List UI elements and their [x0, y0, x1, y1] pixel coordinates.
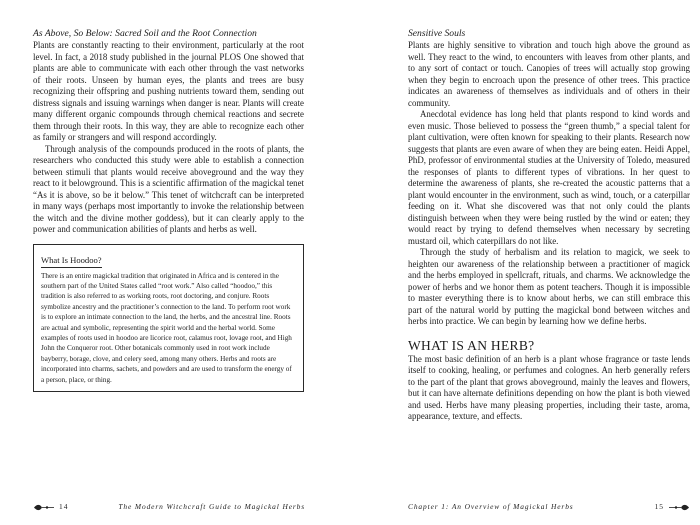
paragraph: The most basic definition of an herb is a plant whose fragrance or taste lends itself to cooking, healing, or perfumes and colognes. An herb generally refers to the part of the plant that grows aboveground, mainly the leaves and flowers, but it can have alternate definitions depending on how the plant is both viewed and used. Herbs have many pleasing properties, including their taste, aroma, appearance, texture, and effects.: [408, 353, 690, 421]
hoodoo-sidebar-box: [33, 244, 304, 392]
left-footer: [33, 502, 318, 512]
left-page-column: [33, 28, 304, 392]
right-page: [350, 0, 700, 525]
right-page-column: [408, 28, 690, 423]
paragraph: Through analysis of the compounds produced in the roots of plants, the researchers who conducted this study were able to establish a connection between stimuli that plants would receive aboveground and the way they react to it belowground. This is a scientific affirmation of the magickal tenet “As it is above, so be it below.” This tenet of witchcraft can be interpreted in many ways (perhaps most importantly to invoke the relationship between the witch and the divine mother goddess), but it can clearly apply to the power and communication abilities of plants and herbs as well.: [33, 143, 304, 234]
paragraph: Plants are constantly reacting to their environment, particularly at the root level. In fact, a 2018 study published in the journal PLOS One showed that plants are able to communicate with each other through the vast networks of their roots. Unseen by human eyes, the plants and trees are busy recognizing their offspring and pushing nutrients toward them, sending out distress signals and issuing warnings when danger is near. Plants will create many different organic compounds through chemical reactions and secrete them through their roots. In this way, they are able to recognize each other as family or strangers and will respond accordingly.: [33, 40, 304, 142]
section-title-root-connection: As Above, So Below: Sacred Soil and the Root Connection: [33, 28, 257, 39]
paragraph: Through the study of herbalism and its relation to magick, we seek to heighten our awareness of the relationship between a practitioner of magick and the herbs employed in spellcraft, rituals, and charms. We acknowledge the power of herbs and we honor them as potent teachers. Though it is impossible to master everything there is to know about herbs, we can still embrace this part of the natural world by putting the magickal bond between witches and herbs into practice. We can begin by learning how we define herbs.: [408, 247, 690, 326]
right-footer: [408, 502, 690, 512]
running-title: Chapter 1: An Overview of Magickal Herbs: [408, 502, 574, 511]
flourish-ornament-icon: [668, 503, 690, 512]
paragraph: Anecdotal evidence has long held that plants respond to kind words and even music. Those believed to possess the “green thumb,” a special talent for plant cultivation, were often known for speaking to their plants. Research now suggests that plants are even aware of when they are being eaten. Heidi Appel, PhD, professor of environmental studies at the University of Toledo, measured the responses of plants to different types of vibrations. In her quest to determine the awareness of plants, she re-created the acoustic patterns that a plant would encounter in the environment, such as wind, touch, or a caterpillar feeding on it. What she discovered was that not only could the plants distinguish between when they were being rustled by the wind or eaten; they would react by trying to defend themselves when necessary by secreting mustard oil, which caterpillars do not like.: [408, 109, 690, 246]
flourish-ornament-icon: [33, 503, 55, 512]
section-title-sensitive-souls: Sensitive Souls: [408, 28, 466, 39]
page-number: 15: [654, 502, 664, 511]
heading-what-is-an-herb: WHAT IS AN HERB?: [408, 337, 535, 353]
sidebar-text: There is an entire magickal tradition that originated in Africa and is centered in the southern part of the United States called “root work.” Also called “hoodoo,” this tradition is also referred to as working roots, root doctoring, and conjure. Roots symbolize ancestry and the practitioner’s connection to the land. To perform root work is to explore an intimate connection to the land, the herbs, and the ancestral line. Roots are actual and symbolic, representing the spirit world and the herbal world. Some examples of roots used in hoodoo are licorice root, calamus root, lovage root, and High John the Conqueror root. Other botanicals commonly used in root work include bayberry, borage, clove, and celery seed, among many others. Herbs and roots are incorporated into charms, sachets, and powders and are used to transform the energy of a person, place, or thing.: [41, 271, 292, 384]
paragraph: Plants are highly sensitive to vibration and touch high above the ground as well. They react to the wind, to encounters with leaves from other plants, and to any sort of contact or touch. Canopies of trees will actually stop growing when they begin to encroach upon the presence of other trees. This practice indicates an awareness of themselves as individuals and of others in their community.: [408, 40, 690, 108]
sidebar-title: What Is Hoodoo?: [41, 255, 102, 268]
running-title: The Modern Witchcraft Guide to Magickal Herbs: [118, 502, 306, 511]
page-number: 14: [59, 502, 69, 511]
